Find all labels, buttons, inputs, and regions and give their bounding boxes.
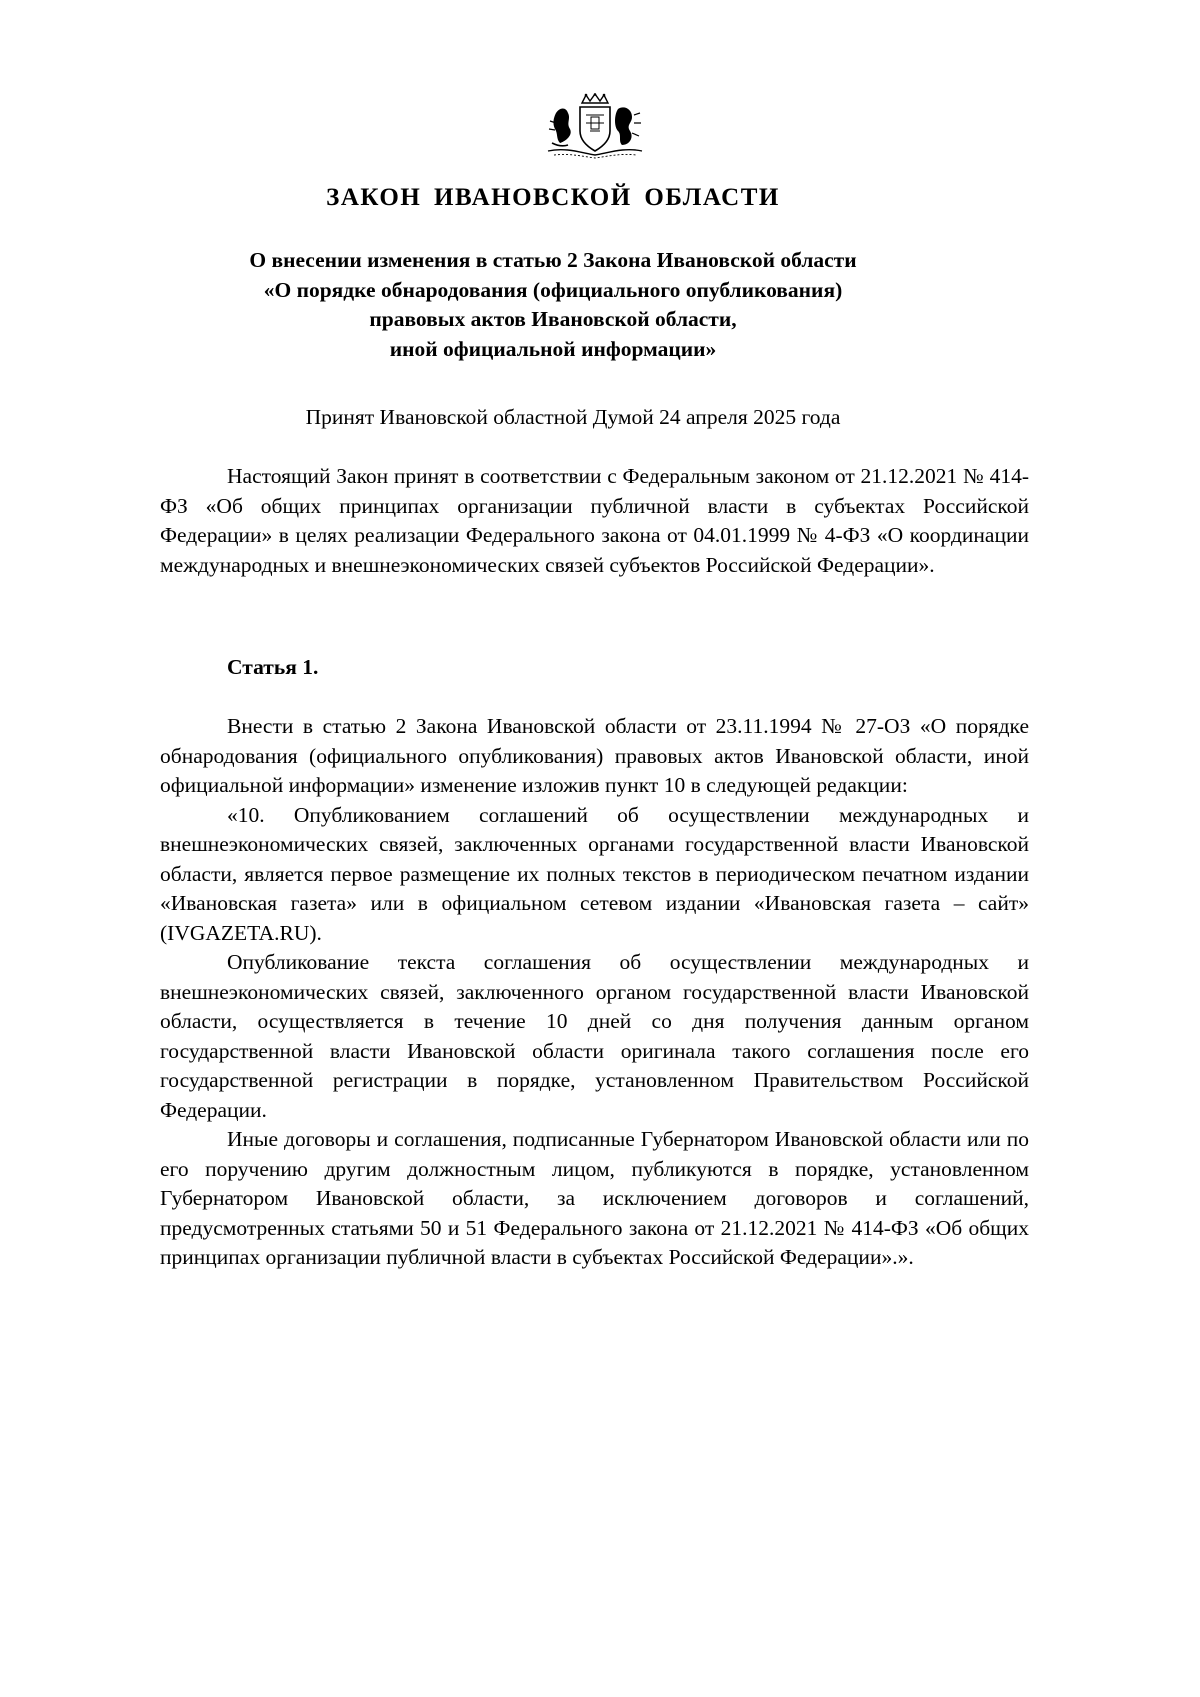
article-paragraph: «10. Опубликованием соглашений об осуществлении международных и внешнеэкономических связей, заключенных органами государственной власти Ивановской области, является первое размещение их полных текстов в периодическом печатном издании «Ивановская газета» или в официальном сетевом издании «Ивановская газета – сайт» (IVGAZETA.RU). [160, 802, 1029, 945]
subtitle-line: правовых актов Ивановской области, [369, 307, 737, 331]
subtitle-line: «О порядке обнародования (официального опубликования) [263, 277, 843, 302]
law-subtitle [0, 246, 1106, 364]
preamble-block [160, 462, 1029, 580]
subtitle-line: иной официальной информации» [389, 336, 717, 361]
law-title: ЗАКОН ИВАНОВСКОЙ ОБЛАСТИ [326, 184, 780, 211]
article-paragraph: Иные договоры и соглашения, подписанные Губернатором Ивановской области или по его поручению другим должностным лицом, публикуются в порядке, установленном Губернатором Ивановской области, за исключением договоров и соглашений, предусмотренных статьями 50 и 51 Федерального закона от 21.12.2021 № 414-ФЗ «Об общих принципах организации публичной власти в субъектах Российской Федерации».». [160, 1127, 1029, 1269]
adoption-date: Принят Ивановской областной Думой 24 апреля 2025 года [305, 405, 841, 429]
article-paragraph: Внести в статью 2 Закона Ивановской области от 23.11.1994 № 27-ОЗ «О порядке обнародования (официального опубликования) правовых актов Ивановской области, иной официальной информации» изменение изложив пункт 10 в следующей редакции: [160, 714, 1029, 797]
article-heading: Статья 1. [227, 655, 319, 679]
subtitle-line: О внесении изменения в статью 2 Закона Ивановской области [249, 248, 857, 272]
coat-of-arms-icon [546, 93, 644, 159]
preamble-paragraph: Настоящий Закон принят в соответствии с Федеральным законом от 21.12.2021 № 414-ФЗ «Об общих принципах организации публичной власти в субъектах Российской Федерации» в целях реализации Федерального закона от 04.01.1999 № 4-ФЗ «О координации международных и внешнеэкономических связей субъектов Российской Федерации». [160, 464, 1029, 577]
article-paragraph: Опубликование текста соглашения об осуществлении международных и внешнеэкономических связей, заключенного органом государственной власти Ивановской области, осуществляется в течение 10 дней со дня получения данным органом государственной власти Ивановской области оригинала такого соглашения после его государственной регистрации в порядке, установленном Правительством Российской Федерации. [160, 950, 1029, 1122]
article-body [160, 712, 1029, 1273]
